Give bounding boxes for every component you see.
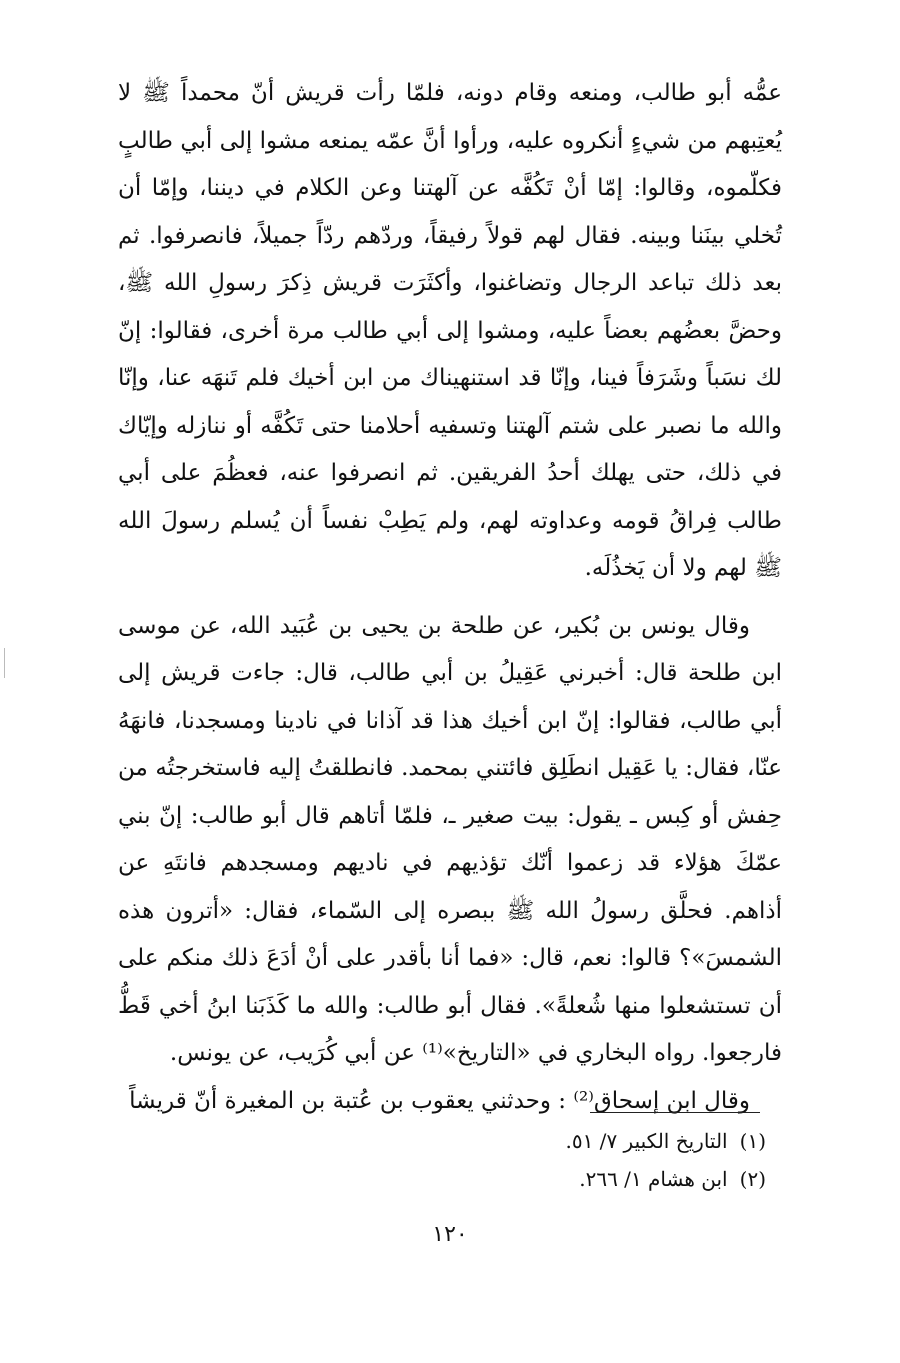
page-number: ١٢٠ xyxy=(432,1222,468,1247)
paragraph-2: وقال يونس بن بُكير، عن طلحة بن يحيى بن عُبَيد الله، عن موسى ابن طلحة قال: أخبرني عَقِيلُ بن أبي طالب، قال: جاءت قريش إلى أبي طالب، فقالوا: إنّ ابن أخيك هذا قد آذانا في نادينا ومسجدنا، فانهَهُ عنّا، فقال: يا عَقِيل انطَلِق فائتني بمحمد. فانطلقتُ إليه فاستخرجتُه من حِفش أو كِبس ـ يقول: بيت صغير ـ، فلمّا أتاهم قال أبو طالب: إنّ بني عمّكَ هؤلاء قد زعموا أنّك تؤذيهم في ناديهم ومسجدهم فانتَهِ عن أذاهم. فحلَّق رسولُ الله ﷺ ببصره إلى السّماء، فقال: «أترون هذه الشمسَ»؟ قالوا: نعم، قال: «فما أنا بأقدر على أنْ أدَعَ ذلك منكم على أن تستشعلوا منها شُعلةً». فقال أبو طالب: والله ما كَذَبَنا ابنُ أخي قَطُّ فارجعوا. رواه البخاري في «التاريخ»⁽¹⁾ عن أبي كُرَيب، عن يونس. xyxy=(118,612,782,1066)
footnote-text: ابن هشام ١/ ٢٦٦. xyxy=(579,1167,728,1191)
paragraph-1: عمُّه أبو طالب، ومنعه وقام دونه، فلمّا رأت قريش أنّ محمداً ﷺ لا يُعتِبهم من شيءٍ أنكروه عليه، ورأوا أنَّ عمّه يمنعه مشوا إلى أبي طالبٍ فكلّموه، وقالوا: إمّا أنْ تَكُفَّه عن آلهتنا وعن الكلام في ديننا، وإمّا أن تُخلي بينَنا وبينه. فقال لهم قولاً رفيقاً، وردّهم ردّاً جميلاً، فانصرفوا. ثم بعد ذلك تباعد الرجال وتضاغنوا، وأكثَرَت قريش ذِكرَ رسولِ الله ﷺ، وحضَّ بعضُهم بعضاً عليه، ومشوا إلى أبي طالب مرة أخرى، فقالوا: إنّ لك نسَباً وشَرَفاً فينا، وإنّا قد استنهيناك من ابن أخيك فلم تَنهَه عنا، وإنّا والله ما نصبر على شتم آلهتنا وتسفيه أحلامنا حتى تَكُفَّه أو ننازله وإيّاك في ذلك، حتى يهلك أحدُ الفريقين. ثم انصرفوا عنه، فعظُمَ على أبي طالب فِراقُ قومه وعداوته لهم، ولم يَطِبْ نفساً أن يُسلم رسولَ الله ﷺ لهم ولا أن يَخذُلَه. xyxy=(118,80,782,581)
footnote-text: التاريخ الكبير ٧/ ٥١. xyxy=(565,1129,728,1153)
paragraph-3: وقال ابن إسحاق⁽²⁾ : وحدثني يعقوب بن عُتبة بن المغيرة أنّ قريشاً xyxy=(129,1087,750,1114)
footnote-separator xyxy=(590,1112,760,1113)
footnote-marker: (٢) xyxy=(739,1167,766,1191)
main-text xyxy=(118,70,782,1125)
margin-line xyxy=(4,648,5,678)
footnote-2 xyxy=(118,1160,782,1198)
footnotes xyxy=(118,1122,782,1198)
footnote-marker: (١) xyxy=(739,1129,766,1153)
footnote-1 xyxy=(118,1122,782,1160)
